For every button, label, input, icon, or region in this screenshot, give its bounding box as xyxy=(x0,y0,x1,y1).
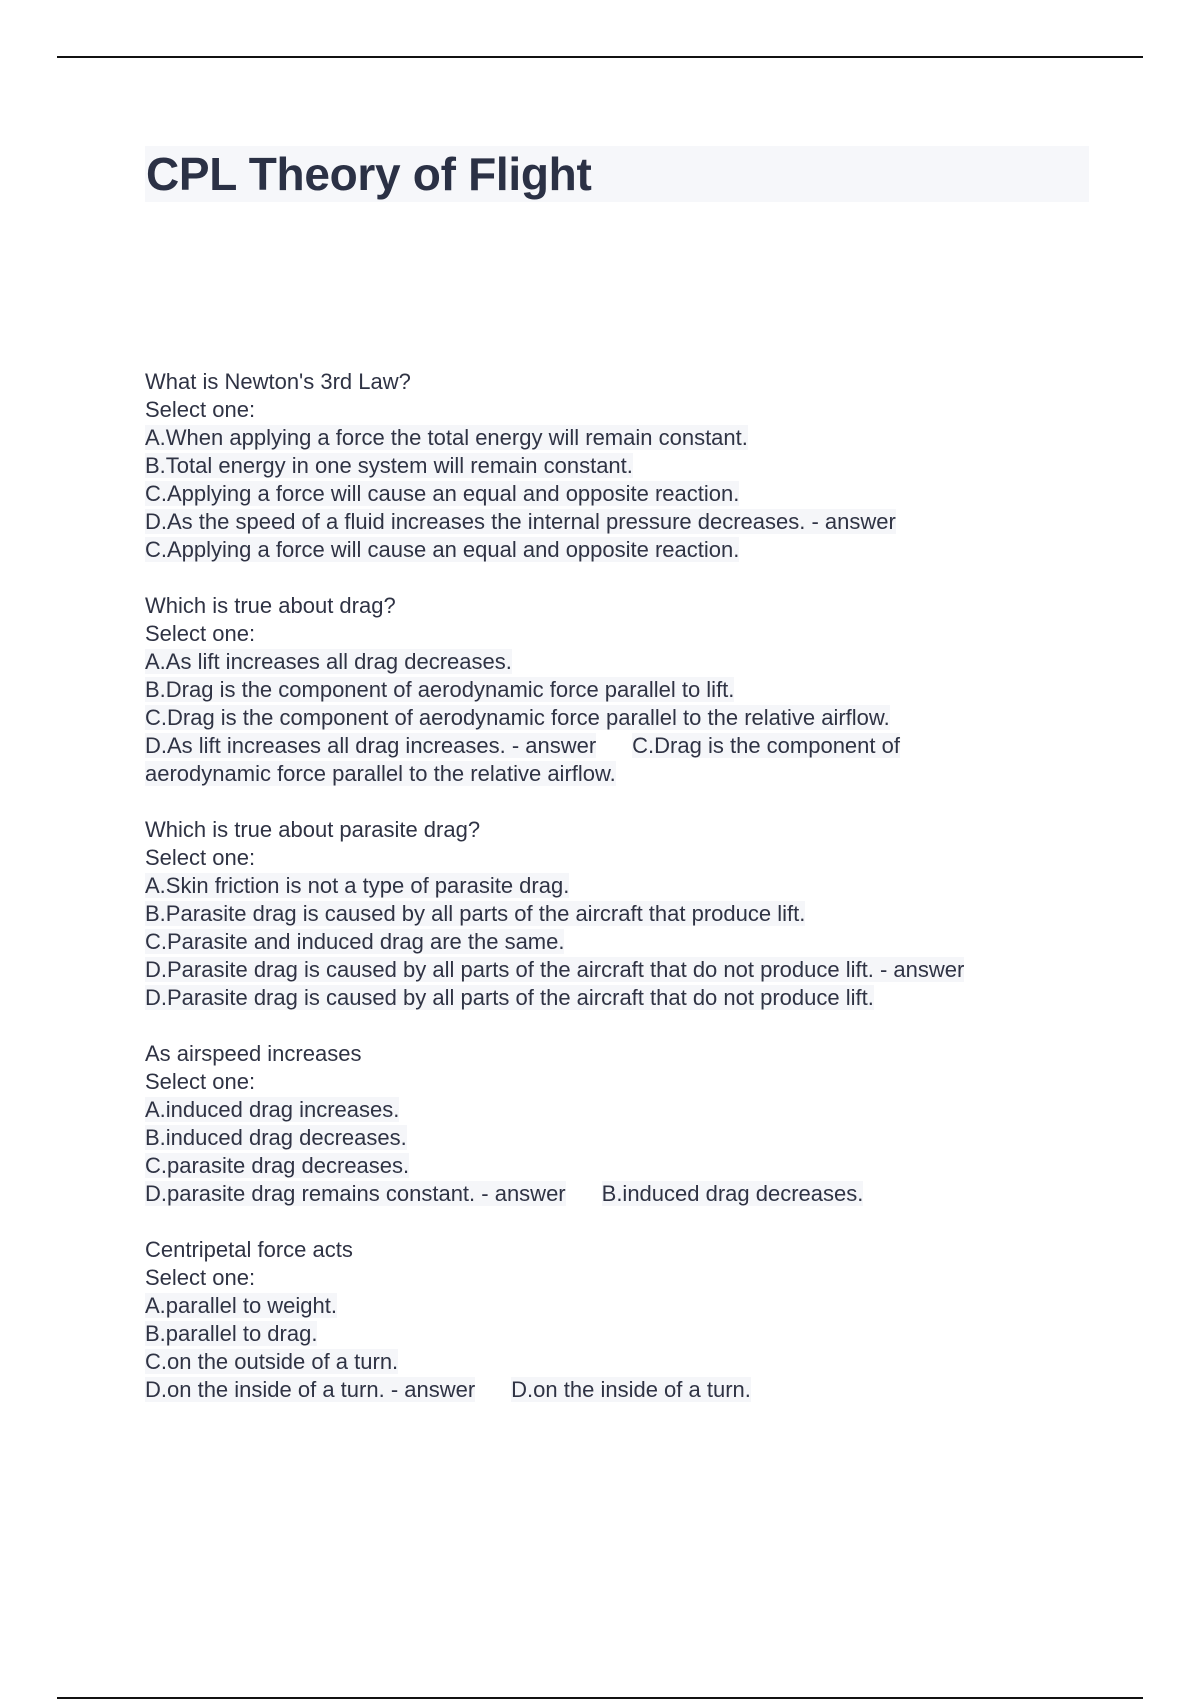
option-c: C.Drag is the component of aerodynamic force parallel to the relative airflow. xyxy=(145,705,890,730)
option-c: C.parasite drag decreases. xyxy=(145,1153,410,1178)
option-a: A.induced drag increases. xyxy=(145,1097,400,1122)
select-prompt: Select one: xyxy=(145,1265,256,1290)
select-prompt: Select one: xyxy=(145,1069,256,1094)
question-block xyxy=(145,816,1105,1012)
question-block xyxy=(145,1040,1105,1208)
top-rule xyxy=(57,56,1143,58)
bottom-rule xyxy=(57,1697,1143,1699)
answer-text: C.Applying a force will cause an equal and opposite reaction. xyxy=(145,537,740,562)
option-c: C.on the outside of a turn. xyxy=(145,1349,399,1374)
option-b: B.induced drag decreases. xyxy=(145,1125,407,1150)
question-block xyxy=(145,368,1105,564)
question-text: Which is true about drag? xyxy=(145,593,396,618)
option-d: D.parasite drag remains constant. - answer xyxy=(145,1181,566,1206)
option-d: D.on the inside of a turn. - answer xyxy=(145,1377,476,1402)
option-a: A.parallel to weight. xyxy=(145,1293,337,1318)
option-a: A.When applying a force the total energy will remain constant. xyxy=(145,425,748,450)
question-text: What is Newton's 3rd Law? xyxy=(145,369,411,394)
question-text: As airspeed increases xyxy=(145,1041,362,1066)
option-a: A.Skin friction is not a type of parasite drag. xyxy=(145,873,570,898)
option-b: B.Parasite drag is caused by all parts of the aircraft that produce lift. xyxy=(145,901,806,926)
answer-text: D.on the inside of a turn. xyxy=(511,1377,751,1402)
question-block xyxy=(145,592,1105,788)
page-title: CPL Theory of Flight xyxy=(146,148,592,200)
option-b: B.Total energy in one system will remain constant. xyxy=(145,453,633,478)
answer-text: D.Parasite drag is caused by all parts of the aircraft that do not produce lift. xyxy=(145,985,874,1010)
answer-text: C.Drag is the component of xyxy=(632,733,900,758)
question-list xyxy=(145,368,1105,1432)
question-block xyxy=(145,1236,1105,1404)
select-prompt: Select one: xyxy=(145,397,256,422)
option-b: B.parallel to drag. xyxy=(145,1321,318,1346)
select-prompt: Select one: xyxy=(145,845,256,870)
option-b: B.Drag is the component of aerodynamic force parallel to lift. xyxy=(145,677,735,702)
answer-text-continued: aerodynamic force parallel to the relative airflow. xyxy=(145,761,616,786)
option-d: D.As the speed of a fluid increases the internal pressure decreases. - answer xyxy=(145,509,896,534)
option-d: D.As lift increases all drag increases. - answer xyxy=(145,733,597,758)
option-d: D.Parasite drag is caused by all parts of the aircraft that do not produce lift. - answer xyxy=(145,957,965,982)
option-c: C.Applying a force will cause an equal and opposite reaction. xyxy=(145,481,740,506)
option-a: A.As lift increases all drag decreases. xyxy=(145,649,512,674)
question-text: Centripetal force acts xyxy=(145,1237,353,1262)
select-prompt: Select one: xyxy=(145,621,256,646)
option-c: C.Parasite and induced drag are the same. xyxy=(145,929,565,954)
question-text: Which is true about parasite drag? xyxy=(145,817,481,842)
answer-text: B.induced drag decreases. xyxy=(601,1181,864,1206)
